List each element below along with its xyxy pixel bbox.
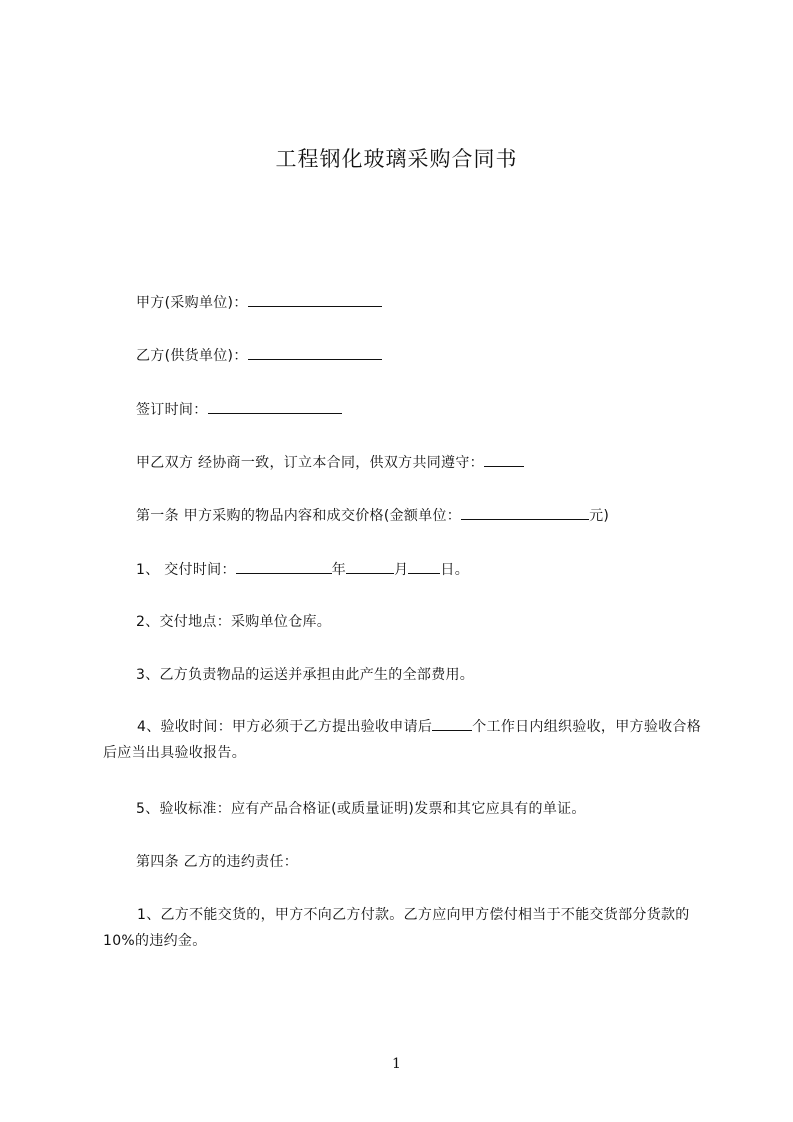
day-blank <box>408 560 440 574</box>
party-a-label: 甲方(采购单位)： <box>136 295 248 311</box>
item4-suffix: 个工作日内组织验收，甲方验收合格后应当出具验收报告。 <box>103 719 702 761</box>
article1-suffix: 元) <box>589 508 610 524</box>
party-b-blank <box>248 346 382 360</box>
amount-unit-blank <box>461 506 589 520</box>
article1-line <box>136 506 609 525</box>
party-b-line <box>136 346 382 365</box>
item2-line <box>136 613 331 631</box>
sign-time-line <box>136 400 342 419</box>
page-number: 1 <box>392 1056 401 1072</box>
item3-text: 3、乙方负责物品的运送并承担由此产生的全部费用。 <box>136 667 475 683</box>
party-b-label: 乙方(供货单位)： <box>136 348 248 364</box>
year-blank <box>236 560 332 574</box>
item4-text: 4、验收时间：甲方必须于乙方提出验收申请后 <box>137 719 433 735</box>
article4-line <box>136 853 298 871</box>
month-label: 月 <box>394 562 409 578</box>
day-label: 日。 <box>440 562 469 578</box>
agreement-blank <box>484 453 524 467</box>
article1-text: 第一条 甲方采购的物品内容和成交价格(金额单位： <box>136 508 462 524</box>
workdays-blank <box>432 717 472 731</box>
item1-label: 1、 交付时间： <box>136 562 236 578</box>
year-label: 年 <box>331 562 347 578</box>
sign-time-blank <box>208 400 342 414</box>
party-a-blank <box>248 293 382 307</box>
item5-line <box>136 800 586 818</box>
document-title: 工程钢化玻璃采购合同书 <box>275 147 518 171</box>
agreement-line <box>136 453 524 472</box>
item5-text: 5、验收标准：应有产品合格证(或质量证明)发票和其它应具有的单证。 <box>136 801 586 817</box>
item3-line <box>136 666 474 684</box>
liability1-text: 1、乙方不能交货的，甲方不向乙方付款。乙方应向甲方偿付相当于不能交货部分货款的 10%的违约金。 <box>103 907 690 949</box>
item4-paragraph <box>103 714 709 766</box>
liability1-paragraph <box>103 902 709 954</box>
item1-line <box>136 560 469 579</box>
agreement-text: 甲乙双方 经协商一致，订立本合同，供双方共同遵守： <box>136 455 484 471</box>
party-a-line <box>136 293 382 312</box>
article4-text: 第四条 乙方的违约责任： <box>136 854 299 870</box>
item2-text: 2、交付地点：采购单位仓库。 <box>136 614 332 630</box>
sign-time-label: 签订时间： <box>136 402 208 418</box>
month-blank <box>346 560 394 574</box>
